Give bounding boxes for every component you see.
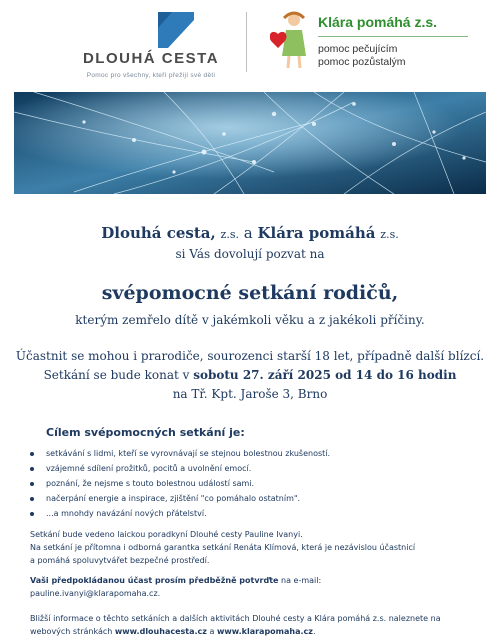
list-item: ...a mnohdy navázání nových přátelství. xyxy=(20,508,330,523)
logo-right-line2: pomoc pozůstalým xyxy=(318,56,406,68)
logo-left-tagline: Pomoc pro všechny, kteří přežijí své děti xyxy=(86,72,216,79)
aims-title: Cílem svépomocných setkání je: xyxy=(46,426,245,439)
bullet-icon xyxy=(30,497,34,501)
header-divider xyxy=(246,12,247,72)
list-item: vzájemné sdílení prožitků, pocitů a uvolnění emocí. xyxy=(20,463,330,478)
invite-line: si Vás dovolují pozvat na xyxy=(175,247,325,261)
participants-line: Účastnit se mohou i prarodiče, sourozenci starší 18 let, případně další blízcí. xyxy=(15,349,485,363)
dlouha-cesta-mark-icon xyxy=(158,12,194,48)
dandelion-banner-image xyxy=(14,92,486,194)
rsvp-bold: Vaši předpokládanou účast prosím předběžně potvrďte xyxy=(30,576,279,585)
event-headline: svépomocné setkání rodičů, xyxy=(101,282,399,304)
logo-right-line1: pomoc pečujícím xyxy=(318,43,398,55)
rsvp-rest: na e-mail: xyxy=(278,576,322,585)
date-value: sobotu 27. září 2025 od 14 do 16 hodin xyxy=(193,368,457,382)
event-subline: kterým zemřelo dítě v jakémkoli věku a z jakékoli příčiny. xyxy=(75,313,425,327)
p1-line2: Na setkání je přítomna i odborná garantka setkání Renáta Klímová, která je nezávislou účastnicí xyxy=(30,543,416,552)
rsvp-email-link[interactable]: pauline.ivanyi@klarapomaha.cz. xyxy=(30,589,161,598)
list-item: poznání, že nejsme s touto bolestnou událostí sami. xyxy=(20,478,330,493)
and-word: a xyxy=(243,224,253,242)
date-line xyxy=(0,368,500,382)
aims-list xyxy=(20,448,330,523)
rsvp-paragraph xyxy=(30,574,321,600)
bullet-icon xyxy=(30,482,34,486)
dlouha-cesta-logo xyxy=(66,12,236,82)
list-item: setkávání s lidmi, kteří se vyrovnávají se stejnou bolestnou zkušeností. xyxy=(20,448,330,463)
address-line: na Tř. Kpt. Jaroše 3, Brno xyxy=(172,387,328,401)
bullet-icon xyxy=(30,467,34,471)
bullet-icon xyxy=(30,452,34,456)
p3-prefix: webových stránkách xyxy=(30,627,115,636)
girl-with-heart-icon xyxy=(270,10,312,70)
org1-name: Dlouhá cesta, xyxy=(101,224,216,242)
facilitator-paragraph xyxy=(30,528,415,567)
list-item: načerpání energie a inspirace, zjištění "co pomáhalo ostatním". xyxy=(20,493,330,508)
p3-line1: Bližší informace o těchto setkáních a dalších aktivitách Dlouhé cesty a Klára pomáhá z.s. naleznete na xyxy=(30,614,441,623)
logo-right-underline xyxy=(318,36,468,37)
org2-name: Klára pomáhá xyxy=(257,224,376,242)
p1-line1: Setkání bude vedeno laickou poradkyní Dlouhé cesty Pauline Ivanyi. xyxy=(30,530,303,539)
bullet-icon xyxy=(30,512,34,516)
p1-line3: a pomáhá spoluvytvářet bezpečné prostředí. xyxy=(30,556,210,565)
klarapomaha-link[interactable]: www.klarapomaha.cz xyxy=(216,627,313,636)
p3-and: a xyxy=(206,627,217,636)
logo-right-name: Klára pomáhá z.s. xyxy=(318,14,438,30)
org2-suffix: z.s. xyxy=(380,228,399,241)
klara-pomaha-logo xyxy=(270,10,470,74)
more-info-paragraph xyxy=(30,612,441,638)
org1-suffix: z.s. xyxy=(220,228,239,241)
organizers-line xyxy=(0,224,500,242)
date-prefix: Setkání se bude konat v xyxy=(43,368,190,382)
p3-end: . xyxy=(312,627,316,636)
logo-left-name: DLOUHÁ CESTA xyxy=(82,50,220,67)
dlouhacesta-link[interactable]: www.dlouhacesta.cz xyxy=(114,627,207,636)
